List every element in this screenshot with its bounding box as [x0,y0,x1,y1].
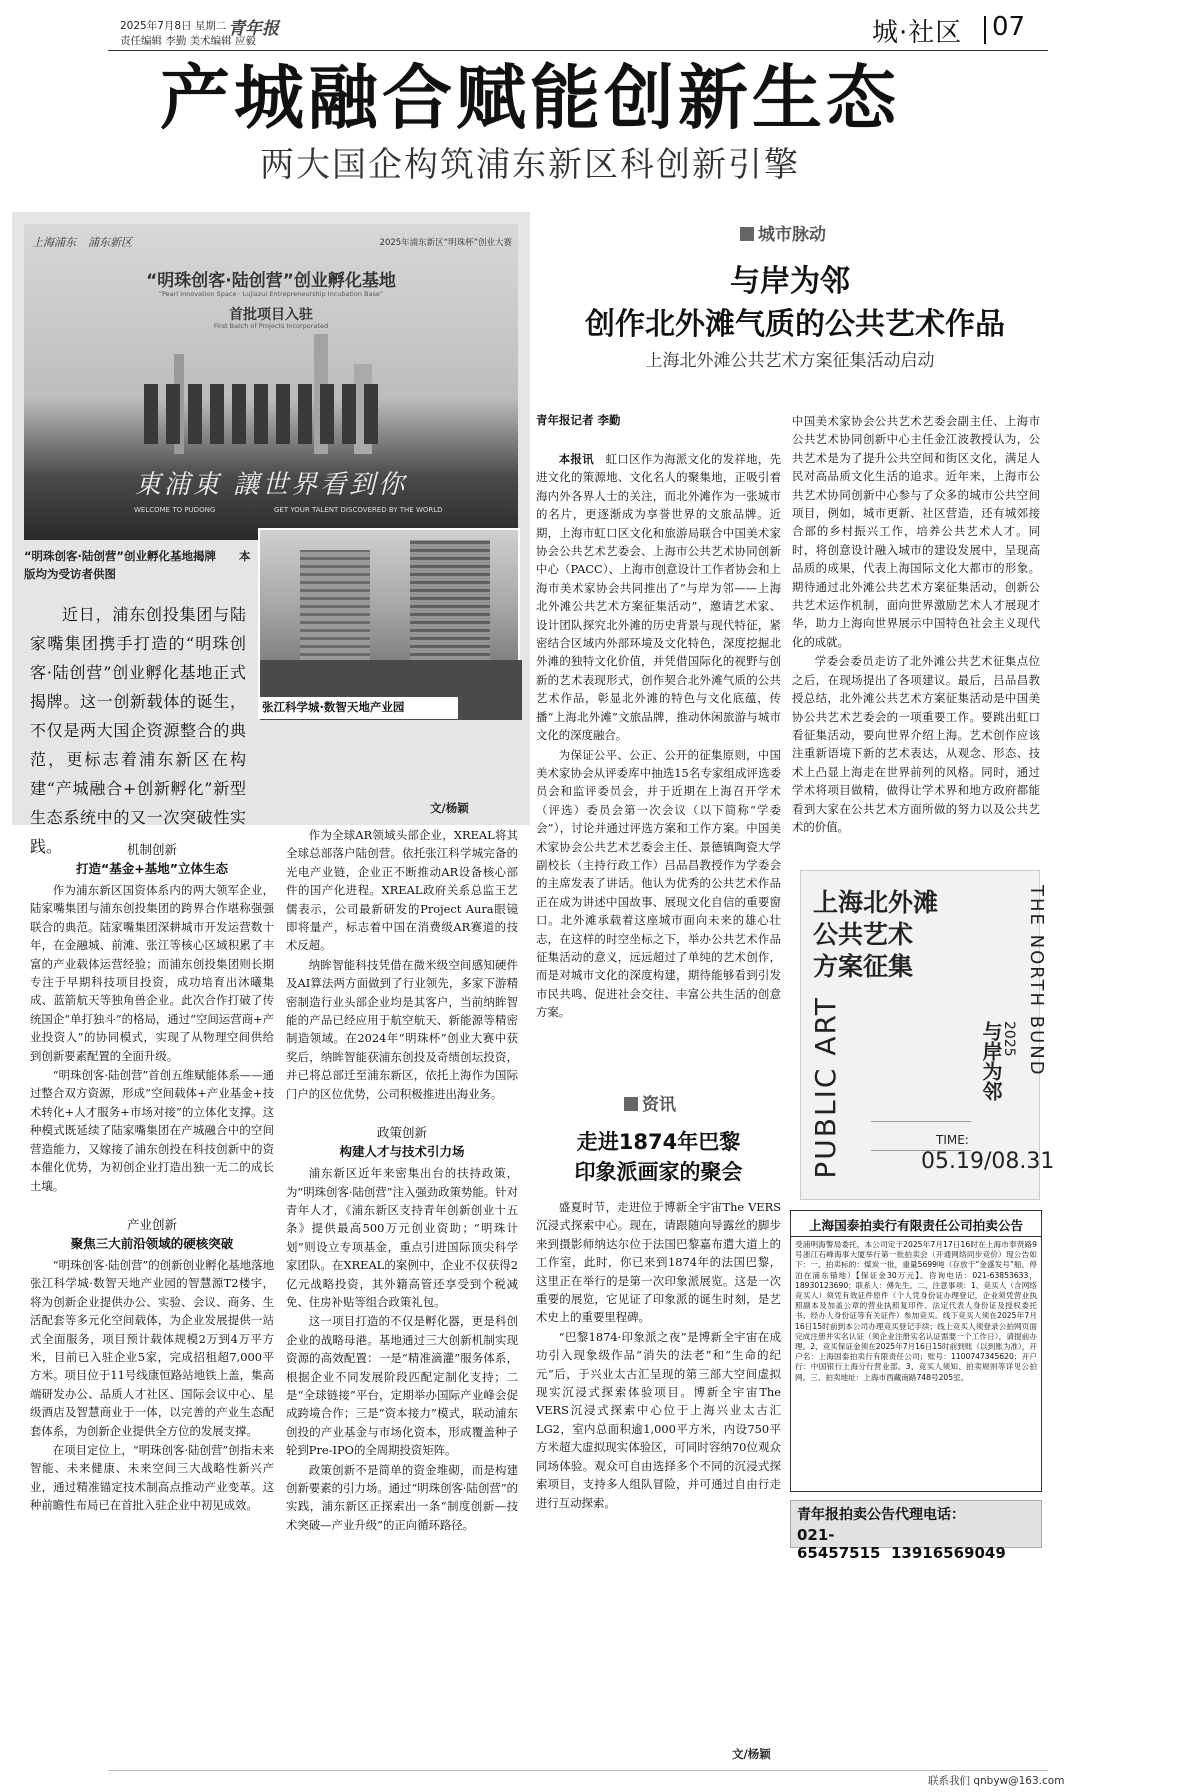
body-paragraph: 政策创新不是简单的资金堆砌，而是构建创新要素的引力场。通过“明珠创客·陆创营”的实践，浦东新区正探索出一条“制度创新—技术突破—产业升级”的正向循环路径。 [286,1462,518,1532]
footer-contact: 联系我们 qnbyw@163.com [928,1775,1065,1787]
photo-board-title-en: “Pearl Innovation Space · Lujiazui Entrepreneurship Incubation Base” [158,290,384,298]
photo-board-sub: 首批项目入驻 [229,307,313,323]
auction-agent-phone-1: 021-65457515 [797,1526,881,1562]
body-paragraph [536,450,781,745]
body-paragraph: 为保证公平、公正、公开的征集原则，中国美术家协会从评委库中抽选15名专家组成评选委员会和监评委员会，并于近期在上海召开学术（评选）委员会第一次会议（以下简称“学委会”），讨论并通过评选方案和工作方案。中国美术家协会公共艺术艺委会主任、景德镇陶瓷大学副校长（主持行政工作）吕品昌教授作为学委会的主席发表了讲话。他认为优秀的公共艺术作品正在成为讲述中国故事、展现文化自信的重要窗口。北外滩承载着这座城市面向未来的雄心壮志，在这样的时空坐标之下，举办公共艺术作品征集活动的意义，远远超过了单纯的艺术创作，而是对城市文化的深度构建，期待能够看到引发市民共鸣、促进社会交往、丰富公共生活的创意方案。 [536,747,781,1020]
photo-caption-2: 张江科学城·数智天地产业园 [258,697,458,719]
auction-agent-phones [791,1524,1041,1564]
art-byline: 青年报记者 李勤 [536,413,621,427]
news-headline-1: 走进1874年巴黎 [576,1130,741,1154]
body-paragraph: 学委会委员走访了北外滩公共艺术征集点位之后，在现场提出了各项建议。最后，吕品昌教授总结，北外滩公共艺术方案征集活动是中国美协公共艺术艺委会的一项重要工作。要跳出虹口看征集活动，要向世界介绍上海。艺术创作应该注重新语境下新的艺术表达，从观念、形态、技术上凸显上海走在世界前列的风格。同时，通过学术将项目做精，做得让学术界和地方政府都能看到大家在公共艺术方面所做的努力以及公共艺术的价值。 [792,654,1040,834]
body-paragraph: 在项目定位上，“明珠创客·陆创营”创指未来智能、未来健康、未来空间三大战略性新兴产业，通过精准锚定技术制高点推动产业变革。这种前瞻性布局已在首批入驻企业中初见成效。 [30,1442,274,1513]
poster-public-art: PUBLIC ART [809,996,842,1179]
article-column-1 [30,840,274,1516]
page-headline: 产城融合赋能创新生态 [160,57,900,139]
people-row [144,384,384,444]
article-column-2 [286,826,518,1535]
body-paragraph: 作为全球AR领域头部企业，XREAL将其全球总部落户陆创营。依托张江科学城完备的光电产业链，企业正不断推动AR设备核心部件的国产化进程。XREAL政府关系总监王艺儒表示，公司最新研发的Project Aura眼镜即将量产，标志着中国在消费级AR赛道的技术反超。 [286,828,518,953]
section-name: 城·社区 [872,18,963,48]
news-column [536,1198,781,1513]
page-subheadline: 两大国企构筑浦东新区科创新引擎 [260,145,800,185]
body-paragraph: “明珠创客·陆创营”的创新创业孵化基地落地张江科学城·数智天地产业园的智慧源T2楼宇，将为创新企业提供办公、实验、会议、商务、生活配套等多元化空间载体，为企业发展提供一站式全面服务，项目预计载体规模2万到4万平方米，目前已入驻企业5家，完成招租超7,000平方米。项目位于11号线康恒路站地铁上盖，集高端研发办公、品质人才社区、国际会议中心、星级酒店及智慧商业于一体，以完善的产业生态配套体系，为创新企业提供全方位的发展支撑。 [30,1257,274,1438]
section-1-kicker: 机制创新 [126,842,177,857]
poster-title-2: 公共艺术 [813,920,914,949]
lead-marker: 本报讯 [558,452,594,466]
photo-science-park [258,528,520,718]
auction-body: 受浦明海警局委托，本公司定于2025年7月17日16时在上海市奉贤路9号浙江石峰海事大厦举行第一批拍卖会（开通网络同步竞价）现公告如下：一、拍卖标的：煤炭一批，重量5699吨（存放于“金盛发号”船，停泊在浦东锚地）【保证金30万元】。咨询电话：021-63853633，18930123690；联系人：傅先生。二、注意事项：1、竞买人（含网络竞买人）须凭有效证件原件（个人凭身份证办理登记，企业须凭营业执照副本及加盖公章的营业执照复印件、法定代表人身份证及授权委托书、经办人身份证等有关证件）参加竞买。线下竞买人须在2025年7月16日15时前到本公司办理竞买登记手续；线上竞买人须登录公拍网页面完成注册并实名认证（须企业注册实名认证需要一个工作日），请提前办理。2、竞买保证金须在2025年7月16日15时前到账（以到账为准），开户名：上海国泰拍卖行有限责任公司；账号：1100747345620；开户行：中国银行上海分行营业部。3、竞买人须知、拍卖规则等详见公拍网。三、拍卖地址：上海市西藏南路748号205室。 [795,1240,1037,1382]
tag-label: 城市脉动 [758,225,826,245]
masthead-logo: 青年报 [228,19,279,39]
auction-notice [790,1210,1042,1492]
art-paragraph-1: 虹口区作为海派文化的发祥地，先进文化的策源地、文化名人的聚集地，正吸引着海内外各界人士的关注，而北外滩作为一张城市的名片，更逐渐成为享誉世界的文旅品牌。近期，上海市虹口区文化和旅游局联合中国美术家协会公共艺术艺委会、上海市公共艺术协同创新中心（PACC）、上海市创意设计工作者协会和上海市美术家协会共同推出了“与岸为邻——上海北外滩公共艺术方案征集活动”，邀请艺术家、设计团队探究北外滩的历史背景与现代特征，紧密结合区域内外部环境及文化特色，深度挖掘北外滩的独特文化价值，并凭借国际化的视野与创新的艺术表现形式，创作契合北外滩气质的公共艺术作品，彰显北外滩的特色与文化底蕴，传播“上海北外滩”文旅品牌，推动休闲旅游与城市文化的深度融合。 [536,452,781,743]
section-tag-news [624,1090,676,1115]
art-headline-2: 创作北外滩气质的公共艺术作品 [585,307,1005,342]
body-paragraph: 中国美术家协会公共艺术艺委会副主任、上海市公共艺术协同创新中心主任金江波教授认为，公共艺术是为了提升公共空间和街区文化，满足人民对高品质文化生活的追求。近年来，上海市公共艺术协同创新中心参与了众多的城市公共空间项目，例如，城市更新、社区营造，还有城郊接合部的乡村振兴工作，培养公共艺术人才。同时，将创意设计融入城市的建设发展中，呈现高品质的成果，代表上海国际文化大都市的形象。期待通过北外滩公共艺术方案征集活动，创新公共艺术运作机制，面向世界激励艺术人才展现才华，助力上海向世界展示中国特色社会主义现代化的成就。 [792,414,1040,649]
tag-label: 资讯 [642,1095,676,1115]
body-paragraph: 浦东新区近年来密集出台的扶持政策，为“明珠创客·陆创营”注入强劲政策势能。针对青年人才，《浦东新区支持青年创新创业十五条》提供最高500万元创业资助；“明珠计划”则设立专项基金，重点引进国际顶尖科学家团队。在XREAL的案例中，企业不仅获得2亿元战略投资，其外籍高管还享受到个税减免、住房补贴等组合政策礼包。 [286,1166,518,1309]
building-block [410,540,490,680]
news-headline-2: 印象派画家的聚会 [574,1160,743,1184]
lead-paragraph: 近日，浦东创投集团与陆家嘴集团携手打造的“明珠创客·陆创营”创业孵化基地正式揭牌。这一创新载体的诞生，不仅是两大国企资源整合的典范，更标志着浦东新区在构建“产城融合+创新孵化”新型生态系统中的又一次突破性实践。 [30,605,246,856]
event-poster [800,870,1055,1200]
section-3-title: 构建人才与技术引力场 [339,1144,465,1160]
body-paragraph: 盛夏时节，走进位于博新全宇宙The VERS沉浸式探索中心。现在，请跟随向导露丝的脚步来到摄影师纳达尔位于法国巴黎嘉布遣大道上的工作室，此时，你已来到1874年的法国巴黎，这里正在举行的是第一次印象派展览。这是一次重要的展览，它见证了印象派的诞生时刻，是艺术史上的重要里程碑。 [536,1200,781,1325]
header-rule [108,50,1048,51]
footer-rule [108,1770,1048,1771]
body-paragraph: 作为浦东新区国资体系内的两大领军企业，陆家嘴集团与浦东创投集团的跨界合作堪称强强联合的典范。陆家嘴集团深耕城市开发运营数十年，在金融城、前滩、张江等核心区域积累了丰富的产业载体运营经验；而浦东创投集团则长期专注于早期科技项目投资，成功培育出沐曦集成、蓝箭航天等独角兽企业。此次合作打破了传统国企“单打独斗”的格局，通过“空间运营商+产业投资人”的协同模式，实现了从物理空间供给到创新要素配置的全面升级。 [30,883,274,1063]
poster-year: 2025 [1001,1021,1017,1057]
auction-title: 上海国泰拍卖行有限责任公司拍卖公告 [791,1211,1041,1237]
art-column-2 [792,412,1040,837]
photo-banner-en-left: WELCOME TO PUDONG [134,506,216,514]
poster-title-3: 方案征集 [813,952,914,981]
body-paragraph: “明珠创客·陆创营”首创五维赋能体系——通过整合双方资源，形成“空间载体+产业基金+技术转化+人才服务+市场对接”的立体化支撑。这种模式既延续了陆家嘴集团在产城融合中的空间营造能力，又嫁接了浦东创投在科技创新中的资本催化优势，为初创企业打造出独一无二的成长土壤。 [30,1068,274,1193]
auction-agent-phone-2: 13916569049 [890,1544,1006,1562]
page-number: 07 [992,12,1026,42]
art-headline-1: 与岸为邻 [730,264,850,299]
body-paragraph: 这一项目打造的不仅是孵化器，更是科创企业的战略母港。基地通过三大创新机制实现资源的高效配置：一是“精准滴灌”服务体系，根据企业不同发展阶段匹配定制化支持；二是“全球链接”平台，定期举办国际产业峰会促成跨境合作；三是“资本接力”模式，联动浦东创投的产业基金与市场化资本，形成覆盖种子轮到Pre-IPO的全周期投资矩阵。 [286,1314,518,1458]
tag-square-icon [740,227,754,241]
art-subhead: 上海北外滩公共艺术方案征集活动启动 [645,351,935,371]
section-divider [984,16,986,44]
header-editors: 责任编辑 李勤 美术编辑 应毅 [120,35,257,47]
poster-en-vertical: THE NORTH BUND [1026,885,1047,1077]
auction-agent-box [790,1500,1042,1562]
photo-board-title: “明珠创客·陆创营”创业孵化基地 [146,271,396,291]
section-tag-city [740,220,826,245]
section-2-title: 聚焦三大前沿领域的硬核突破 [70,1235,234,1251]
photo-board-sub-en: First Batch of Projects Incorporated [213,322,329,330]
photo-logo-left: 上海浦东 [32,236,76,249]
tag-square-icon [624,1097,638,1111]
header-date: 2025年7月8日 星期二 [120,20,227,32]
poster-title-1: 上海北外滩 [813,888,939,917]
photo-caption-1: “明珠创客·陆创营”创业孵化基地揭牌 本版均为受访者供图 [24,549,251,581]
section-1-title: 打造“基金+基地”立体生态 [76,861,228,876]
poster-dates: 05.19/08.31 [921,1149,1055,1174]
photo-stage-banner: 東浦東 讓世界看到你 [134,470,408,500]
news-author: 文/杨颖 [732,1747,771,1761]
lead-author: 文/杨颖 [430,801,469,815]
section-3-kicker: 政策创新 [376,1125,427,1141]
body-paragraph: “巴黎1874·印象派之夜”是博新全宇宙在成功引入现象级作品“消失的法老”和“生命的纪元”后，于兴业太古汇呈现的第三部大空间虚拟现实沉浸式探索体验项目。博新全宇宙The VERS沉浸式探索中心位于上海兴业太古汇LG2，室内总面积逾1,000平方米，内设750平方米超大虚拟现实体验区，可同时容纳70位观众同场体验。观众可自由选择多个不同的沉浸式探索项目，支持多人组队冒险，并可通过自由行走进行互动探索。 [536,1329,781,1510]
art-column-1 [536,412,781,1023]
photo-banner-en-right: GET YOUR TALENT DISCOVERED BY THE WORLD [274,506,443,514]
photo-logo-right: 2025年浦东新区“明珠杯”创业大赛 [379,238,512,248]
photo-launch-ceremony [24,224,518,540]
photo-logo-left2: 浦东新区 [88,236,132,249]
section-2-kicker: 产业创新 [126,1216,177,1232]
body-paragraph: 纳眸智能科技凭借在微米级空间感知硬件及AI算法两方面做到了行业领先，多家下游精密制造行业头部企业均是其客户，当前纳眸智能的产品已经应用于航空航天、新能源等精密制造领域。在2024年“明珠杯”创业大赛中获奖后，纳眸智能获浦东创投及奇绩创坛投资，并已将总部迁至浦东新区，依托上海作为国际门户的区位优势，公司积极推进出海业务。 [286,957,518,1101]
auction-agent-label: 青年报拍卖公告代理电话： [797,1507,965,1523]
poster-time-label: TIME: [936,1133,969,1147]
poster-theme: 与岸为邻 [979,1021,1003,1101]
